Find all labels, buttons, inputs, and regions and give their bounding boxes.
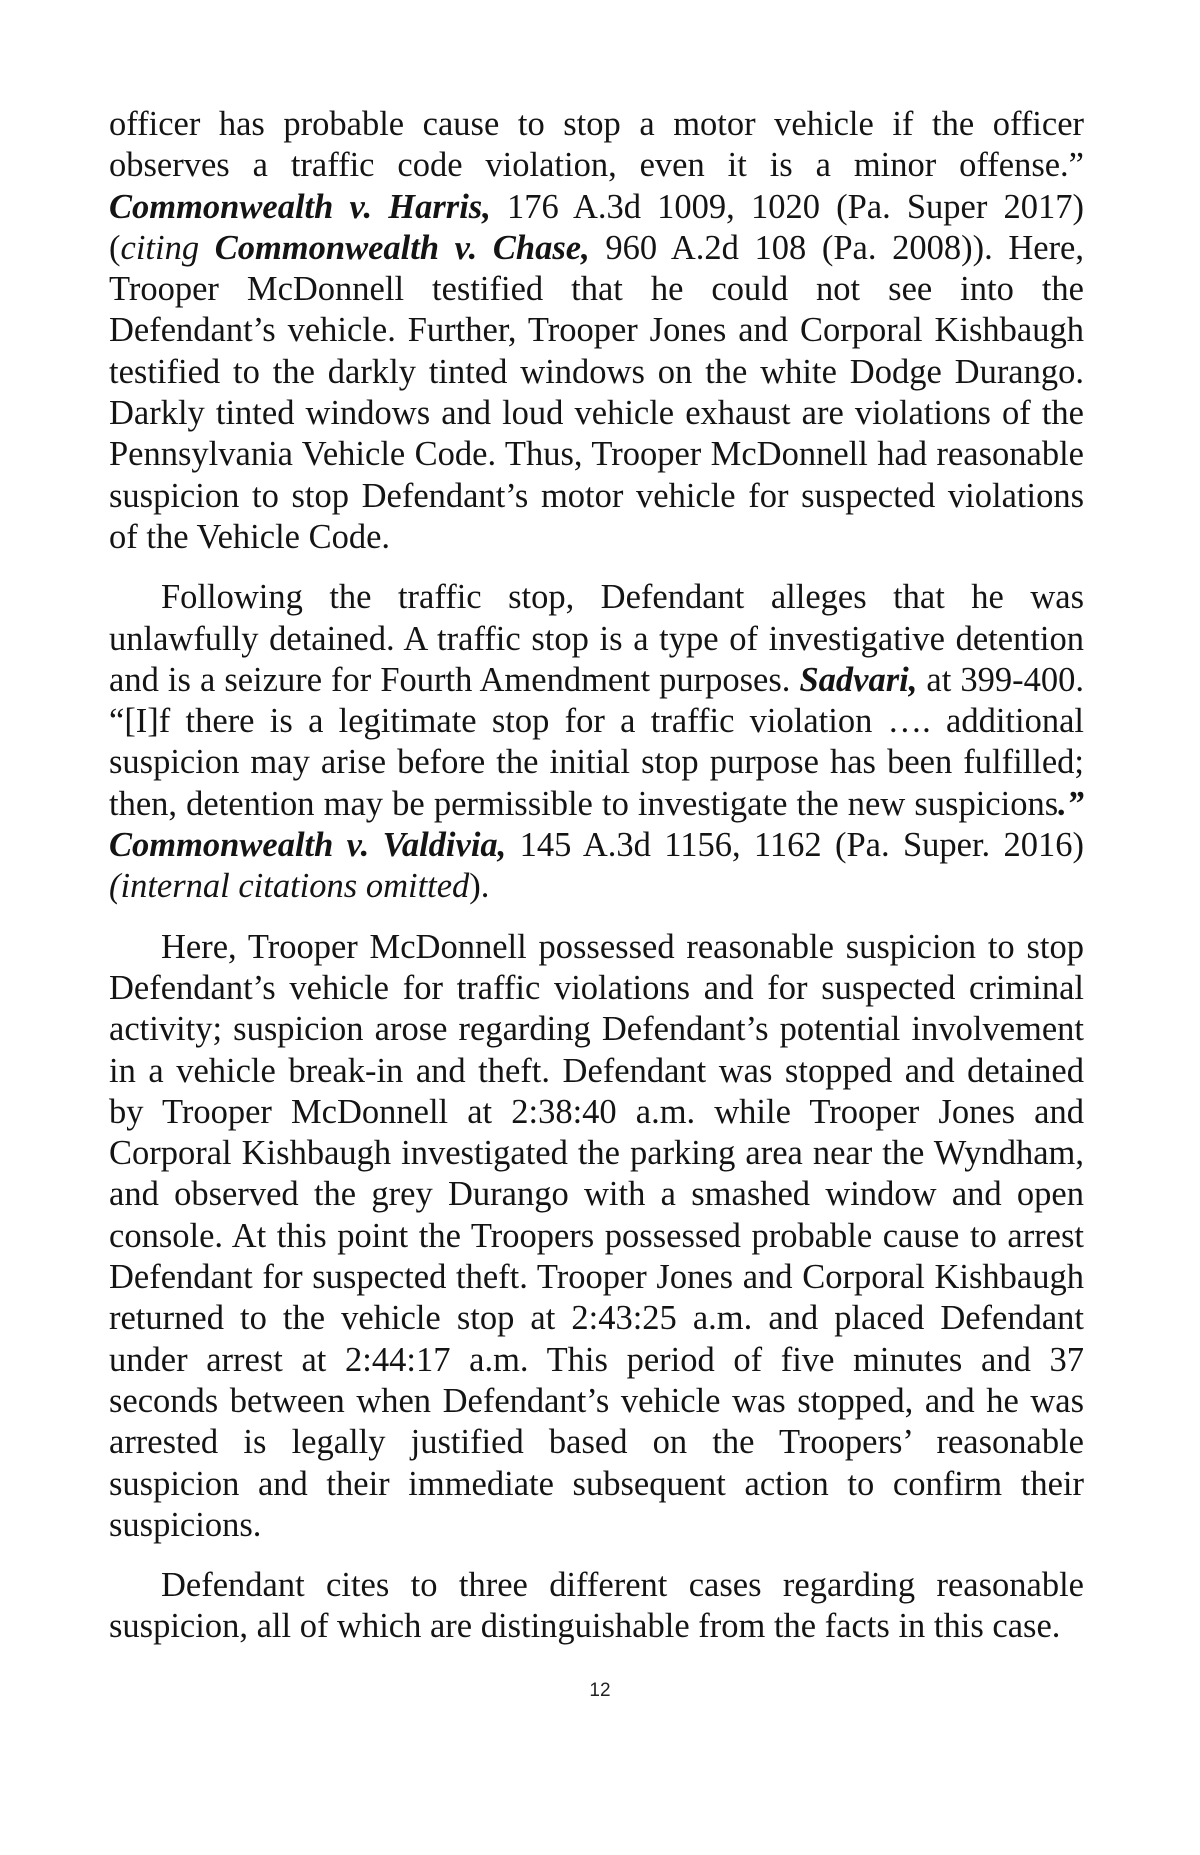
case-citation: .” Commonwealth v. Valdivia, — [109, 784, 1084, 865]
case-citation: Commonwealth v. Chase, — [214, 228, 590, 267]
case-citation: Commonwealth v. Harris, — [109, 187, 491, 226]
body-text: Defendant cites to three different cases regarding reasonable suspicion, all of which are distinguishable from the facts in this case. — [109, 1566, 1084, 1646]
paragraph-p1 — [109, 104, 1084, 558]
body-text: officer has probable cause to stop a motor vehicle if the officer observes a traffic code violation, even it is a minor offense.” — [109, 105, 1084, 185]
body-text: ). — [469, 867, 490, 906]
body-text: Following the traffic stop, Defendant alleges that he was unlawfully detained. A traffic stop is a type of investigative detention and is a seizure for Fourth Amendment purposes. — [109, 578, 1084, 699]
body-text: at 399-400. “[I]f there is a legitimate stop for a traffic violation …. additional suspicion may arise before the initial stop purpose has been fulfilled; then, detention may be permissible to investigate the new suspicions — [109, 660, 1084, 823]
page-number: 12 — [589, 1680, 611, 1701]
body-text: 960 A.2d 108 (Pa. 2008)). Here, Trooper McDonnell testified that he could not see into the Defendant’s vehicle. Further, Trooper Jones and Corporal Kishbaugh testified to the darkly tinted windows on the white Dodge Durango. Darkly tinted windows and loud vehicle exhaust are violations of the Pennsylvania Vehicle Code. Thus, Trooper McDonnell had reasonable suspicion to stop Defendant’s motor vehicle for suspected violations of the Vehicle Code. — [109, 228, 1084, 556]
paragraph-p3 — [109, 927, 1084, 1546]
body-text: Here, Trooper McDonnell possessed reasonable suspicion to stop Defendant’s vehicle for traffic violations and for suspected criminal activity; suspicion arose regarding Defendant’s potential involvement in a vehicle break-in and theft. Defendant was stopped and detained by Trooper McDonnell at 2:38:40 a.m. while Trooper Jones and Corporal Kishbaugh investigated the parking area near the Wyndham, and observed the grey Durango with a smashed window and open console. At this point the Troopers possessed probable cause to arrest Defendant for suspected theft. Trooper Jones and Corporal Kishbaugh returned to the vehicle stop at 2:43:25 a.m. and placed Defendant under arrest at 2:44:17 a.m. This period of five minutes and 37 seconds between when Defendant’s vehicle was stopped, and he was arrested is legally justified based on the Troopers’ reasonable suspicion and their immediate subsequent action to confirm their suspicions. — [109, 927, 1084, 1544]
paragraph-p4 — [109, 1565, 1084, 1648]
body-text: 145 A.3d 1156, 1162 (Pa. Super. 2016) — [506, 826, 1085, 865]
case-citation: Sadvari, — [799, 660, 918, 699]
italic-text: citing — [120, 228, 215, 267]
document-body — [109, 104, 1084, 1667]
body-text: 176 A.3d 1009, 1020 (Pa. Super 2017) ( — [109, 187, 1084, 267]
italic-text: (internal citations omitted — [109, 867, 470, 906]
paragraph-p2 — [109, 577, 1084, 907]
